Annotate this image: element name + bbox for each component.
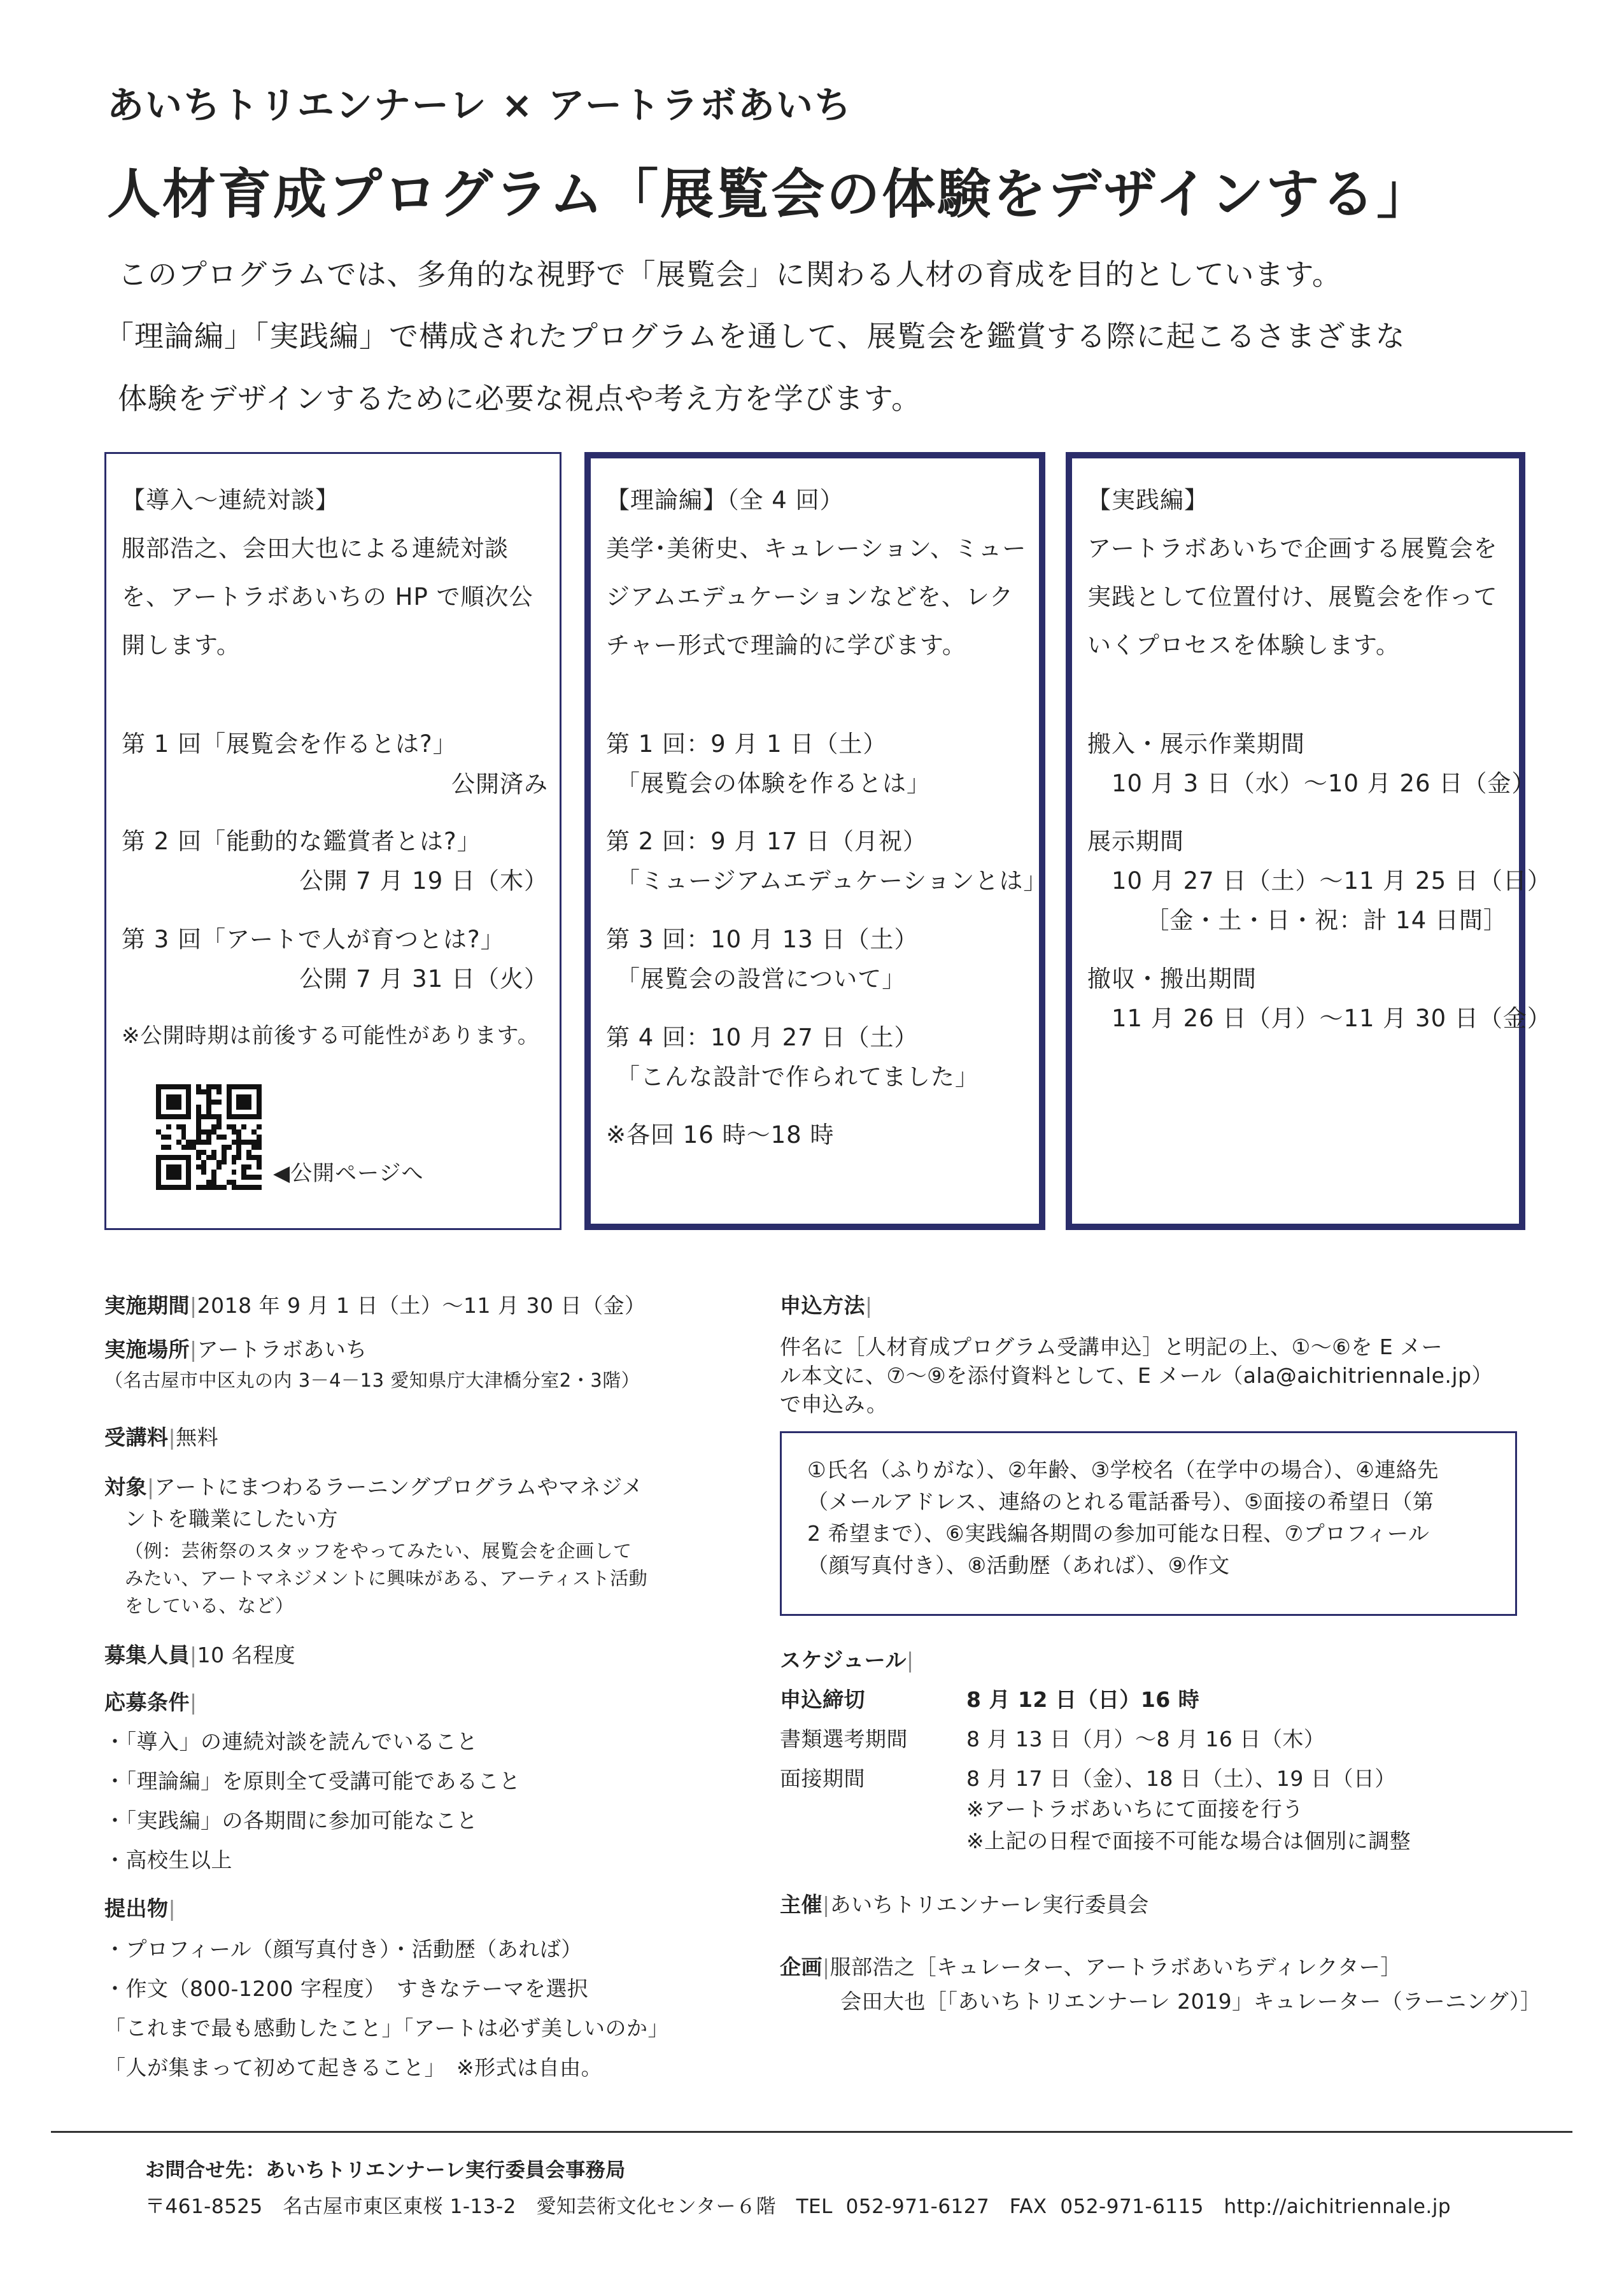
install-period-label: 搬入・展示作業期間 (1087, 730, 1305, 758)
conditions-label: 応募条件 (104, 1690, 190, 1715)
lecture-2-date: 第 2 回：9 月 17 日（月祝） (606, 828, 927, 855)
target-example-2: みたい、アートマネジメントに興味がある、アーティスト活動 (125, 1567, 648, 1589)
host-label: 主催 (780, 1892, 823, 1917)
submit-4: 「人が集まって初めて起きること」 ※形式は自由。 (104, 2055, 603, 2080)
schedule-row: スケジュール| (780, 1648, 914, 1673)
capacity-label: 募集人員 (104, 1643, 190, 1667)
period-row: 実施期間|2018 年 9 月 1 日（土）～11 月 30 日（金） (104, 1293, 646, 1318)
exhibit-period-dates: 10 月 27 日（土）～11 月 25 日（日） (1112, 867, 1551, 895)
target-example-3: をしている、など） (125, 1595, 294, 1617)
interview-note-1: ※アートラボあいちにて面接を行う (966, 1797, 1304, 1822)
lecture-time-note: ※各回 16 時～18 時 (606, 1121, 835, 1149)
lecture-3-date: 第 3 回：10 月 13 日（土） (606, 926, 919, 953)
box-desc-1: アートラボあいちで企画する展覧会を (1087, 535, 1498, 562)
submit-2: ・作文（800-1200 字程度） すきなテーマを選択 (104, 1976, 589, 2001)
box-desc-2: 実践として位置付け、展覧会を作って (1087, 583, 1498, 611)
condition-2: ・「理論編」を原則全て受講可能であること (104, 1769, 521, 1793)
method-3: で申込み。 (780, 1392, 888, 1417)
method-label: 申込方法 (780, 1293, 865, 1318)
publish-note: ※公開時期は前後する可能性があります。 (122, 1023, 540, 1049)
plan-label: 企画 (780, 1955, 823, 1979)
item-line-2: （メールアドレス、連絡のとれる電話番号）、⑤面接の希望日（第 (807, 1489, 1434, 1514)
submit-1: ・プロフィール（顔写真付き）・活動歴（あれば） (104, 1937, 583, 1962)
qr-label: ◀公開ページへ (273, 1161, 424, 1186)
screening-label: 書類選考期間 (780, 1727, 908, 1751)
session-1-title: 第 1 回「展覧会を作るとは?」 (122, 730, 457, 758)
box-desc-1: 美学･美術史、キュレーション、ミュー (606, 535, 1027, 562)
intro-line-2: 「理論編」「実践編」で構成されたプログラムを通して、展覧会を鑑賞する際に起こるさまざまな (104, 319, 1406, 353)
box-heading: 【理論編】（全 4 回） (606, 486, 844, 514)
lecture-2-title: 「ミュージアムエデュケーションとは」 (616, 867, 1048, 895)
condition-3: ・「実践編」の各期間に参加可能なこと (104, 1808, 478, 1833)
install-period-dates: 10 月 3 日（水）～10 月 26 日（金） (1112, 770, 1536, 797)
fee-value: 無料 (176, 1425, 219, 1450)
venue-row: 実施場所|アートラボあいち (104, 1337, 367, 1362)
plan-row: 企画|服部浩之［キュレーター、アートラボあいちディレクター］ (780, 1955, 1402, 1979)
target-value-2: ントを職業にしたい方 (125, 1506, 338, 1531)
subtitle: あいちトリエンナーレ × アートラボあいち (107, 83, 852, 127)
interview-label: 面接期間 (780, 1766, 865, 1791)
method-2: ル本文に、⑦～⑨を添付資料として、E メール（ala@aichitriennale.jp） (780, 1363, 1493, 1388)
session-2-title: 第 2 回「能動的な鑑賞者とは?」 (122, 828, 481, 855)
theory-box (584, 452, 1048, 1230)
condition-4: ・高校生以上 (104, 1848, 232, 1872)
box-desc-2: ジアムエデュケーションなどを、レク (606, 583, 1014, 611)
capacity-row: 募集人員|10 名程度 (104, 1643, 296, 1667)
lecture-4-title: 「こんな設計で作られてました」 (616, 1063, 979, 1091)
method-row: 申込方法| (780, 1293, 873, 1318)
host-row: 主催|あいちトリエンナーレ実行委員会 (780, 1892, 1149, 1917)
box-desc-3: 開します。 (122, 632, 241, 659)
submit-3: 「これまで最も感動したこと」「アートは必ず美しいのか」 (104, 2016, 670, 2041)
footer-divider (51, 2131, 1572, 2133)
session-1-status: 公開済み (451, 770, 548, 798)
interview-value: 8 月 17 日（金）、18 日（土）、19 日（日） (966, 1766, 1396, 1791)
screening-value: 8 月 13 日（月）～8 月 16 日（木） (966, 1727, 1325, 1751)
removal-period-dates: 11 月 26 日（月）～11 月 30 日（金） (1112, 1005, 1551, 1032)
target-row: 対象|アートにまつわるラーニングプログラムやマネジメ (104, 1475, 644, 1499)
lecture-1-title: 「展覧会の体験を作るとは」 (616, 770, 931, 797)
session-2-status: 公開 7 月 19 日（木） (299, 867, 548, 895)
conditions-row: 応募条件| (104, 1690, 197, 1715)
fee-label: 受講料 (104, 1425, 169, 1450)
schedule-label: スケジュール (780, 1648, 907, 1673)
application-items-box (780, 1431, 1517, 1616)
lecture-4-date: 第 4 回：10 月 27 日（土） (606, 1024, 919, 1051)
plan-value-2: 会田大也［「あいちトリエンナーレ 2019」キュレーター（ラーニング）］ (840, 1989, 1542, 2014)
venue-value: アートラボあいち (197, 1337, 367, 1362)
fee-row: 受講料|無料 (104, 1425, 219, 1450)
session-3-status: 公開 7 月 31 日（火） (299, 965, 548, 993)
exhibit-period-note: ［金・土・日・祝：計 14 日間］ (1145, 907, 1507, 934)
target-value: アートにまつわるラーニングプログラムやマネジメ (154, 1475, 644, 1499)
box-desc-3: いくプロセスを体験します。 (1087, 632, 1401, 659)
box-desc-2: を、アートラボあいちの HP で順次公 (122, 583, 533, 611)
period-value: 2018 年 9 月 1 日（土）～11 月 30 日（金） (197, 1293, 646, 1318)
condition-1: ・「導入」の連続対談を読んでいること (104, 1729, 478, 1754)
host-value: あいちトリエンナーレ実行委員会 (830, 1892, 1149, 1917)
intro-dialogue-box (104, 452, 561, 1230)
target-example-1: （例：芸術祭のスタッフをやってみたい、展覧会を企画して (125, 1540, 632, 1562)
intro-line-3: 体験をデザインするために必要な視点や考え方を学びます。 (118, 381, 922, 416)
interview-note-2: ※上記の日程で面接不可能な場合は個別に調整 (966, 1829, 1411, 1853)
box-heading: 【導入～連続対談】 (122, 486, 339, 514)
page-title: 人材育成プログラム「展覧会の体験をデザインする」 (107, 163, 1432, 225)
box-desc-1: 服部浩之、会田大也による連続対談 (122, 535, 509, 562)
exhibit-period-label: 展示期間 (1087, 828, 1184, 855)
deadline-label: 申込締切 (780, 1687, 865, 1712)
submit-row: 提出物| (104, 1896, 176, 1921)
venue-label: 実施場所 (104, 1337, 190, 1362)
submit-label: 提出物 (104, 1896, 169, 1921)
item-line-1: ①氏名（ふりがな）、②年齢、③学校名（在学中の場合）、④連絡先 (807, 1457, 1439, 1482)
box-desc-3: チャー形式で理論的に学びます。 (606, 632, 966, 659)
capacity-value: 10 名程度 (197, 1643, 296, 1667)
qr-code[interactable] (156, 1084, 262, 1190)
deadline-value: 8 月 12 日（日）16 時 (966, 1687, 1200, 1712)
target-label: 対象 (104, 1475, 147, 1499)
footer-contact: お問合せ先：あいちトリエンナーレ実行委員会事務局 (145, 2159, 626, 2182)
footer-address: 〒461-8525 名古屋市東区東桜 1-13-2 愛知芸術文化センター６階 TEL 052-971-6127 FAX 052-971-6115 http://aichitriennale.jp (145, 2195, 1451, 2218)
lecture-3-title: 「展覧会の設営について」 (616, 965, 907, 993)
lecture-1-date: 第 1 回：9 月 1 日（土） (606, 730, 887, 758)
method-1: 件名に［人材育成プログラム受講申込］と明記の上、①～⑥を E メー (780, 1334, 1443, 1359)
venue-address: （名古屋市中区丸の内 3－4－13 愛知県庁大津橋分室2・3階） (104, 1369, 640, 1391)
box-heading: 【実践編】 (1087, 486, 1208, 514)
item-line-4: （顔写真付き）、⑧活動歴（あれば）、⑨作文 (807, 1553, 1230, 1578)
practice-box (1066, 452, 1551, 1230)
intro-line-1: このプログラムでは、多角的な視野で「展覧会」に関わる人材の育成を目的としています。 (118, 257, 1342, 292)
item-line-3: 2 希望まで）、⑥実践編各期間の参加可能な日程、⑦プロフィール (807, 1521, 1430, 1546)
session-3-title: 第 3 回「アートで人が育つとは?」 (122, 926, 505, 953)
period-label: 実施期間 (104, 1293, 190, 1318)
removal-period-label: 撤収・搬出期間 (1087, 965, 1257, 993)
plan-value-1: 服部浩之［キュレーター、アートラボあいちディレクター］ (830, 1955, 1402, 1979)
